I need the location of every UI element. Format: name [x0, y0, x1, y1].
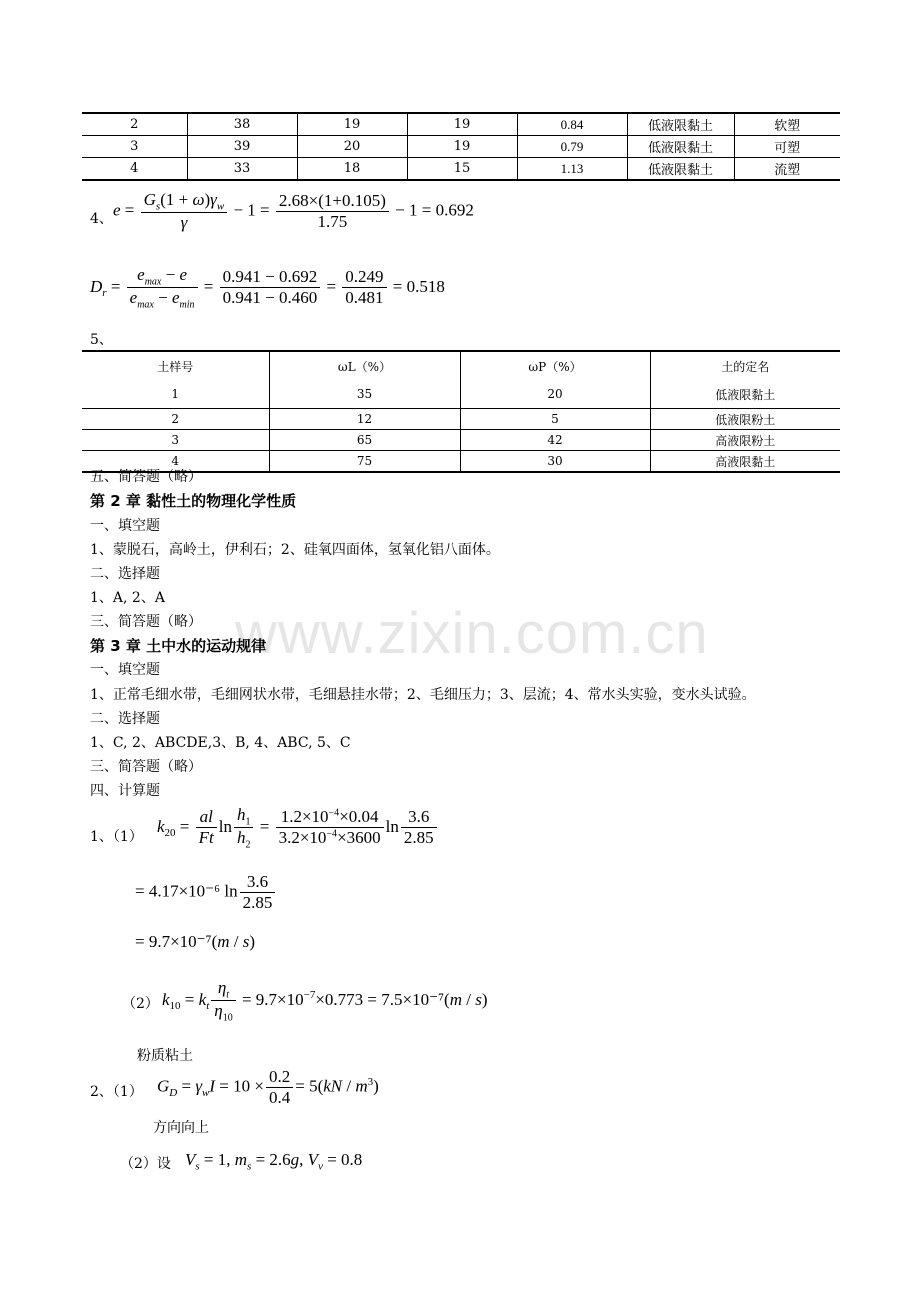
- table-cell: 高液限粉土: [650, 430, 840, 451]
- k20-value: 9.7×10⁻⁷: [148, 932, 212, 951]
- table-cell: 65: [269, 430, 460, 451]
- soil-consistency-table: [82, 112, 840, 181]
- ch3-answer-1: 1、正常毛细水带，毛细网状水带，毛细悬挂水带；2、毛细压力；3、层流；4、常水头实验，变水头试验。: [90, 687, 756, 703]
- table-row: [82, 430, 840, 451]
- chapter-3-title: 第 3 章 土中水的运动规律: [90, 637, 267, 655]
- soil-name-answer: 粉质粘土: [137, 1048, 193, 1064]
- table-cell: 3: [82, 136, 187, 158]
- ch3-section-3: 三、简答题（略）: [90, 759, 202, 775]
- k10-value: 7.5×10⁻⁷: [381, 989, 445, 1009]
- table-row: [82, 113, 840, 136]
- soil-classification-table: [82, 350, 840, 473]
- table-cell: 3: [82, 430, 269, 451]
- ch2-answer-2: 1、A, 2、A: [90, 590, 165, 606]
- ch2-section-3: 三、简答题（略）: [90, 614, 202, 630]
- table-cell: 低液限黏土: [627, 136, 734, 158]
- ch2-answer-1: 1、蒙脱石，高岭土，伊利石；2、硅氧四面体，氢氧化铝八面体。: [90, 542, 500, 558]
- table-cell: 低液限黏土: [627, 113, 734, 136]
- table-cell: 19: [407, 113, 517, 136]
- table-cell: 39: [187, 136, 297, 158]
- table-cell: 20: [297, 136, 407, 158]
- k10-equation: $k_{10} = k_t$ $\frac{\eta_t}{\eta_{10}}$ = $9.7\times 10^{-7}\times 0.773 = 7.5\times 10^{-7}(m / s)$: [162, 978, 488, 1024]
- table-row: [82, 136, 840, 158]
- relative-density-equation: $D_r$ = $\frac{e_{max} - e}{e_{max} - e_{min}}$ = $\frac{0.941 - 0.692}{0.941 - 0.460}$ = $\frac{0.249}{0.481}$ = 0.518: [90, 265, 445, 311]
- table-cell: 1: [171, 387, 180, 401]
- problem-1-label: 1、（1）: [90, 829, 143, 845]
- ch1-section-5: 五、简答题（略）: [90, 469, 202, 485]
- table-cell: 1.13: [517, 158, 627, 181]
- problem-2-label: 2、（1）: [90, 1084, 143, 1100]
- table-cell: 33: [187, 158, 297, 181]
- table-cell: 5: [460, 409, 650, 430]
- ch2-section-2: 二、选择题: [90, 566, 160, 582]
- seepage-force-equation: $G_D = \gamma_wI = 10$ × $\frac{0.2}{0.4}$ = $5(kN / m^3)$: [157, 1067, 379, 1107]
- table-cell: 75: [269, 451, 460, 473]
- ch2-section-1: 一、填空题: [90, 518, 160, 534]
- table-cell: 0.84: [517, 113, 627, 136]
- table-cell: 低液限黏土: [627, 158, 734, 181]
- table-cell: 2: [82, 409, 269, 430]
- header-soil-name: 土的定名: [650, 351, 840, 380]
- ch3-section-1: 一、填空题: [90, 662, 160, 678]
- void-ratio-equation: e = $\frac{G_s(1 + \omega)\gamma_w}{\gamma}$ − 1 = $\frac{2.68\times(1+0.105)}{1.75}$ − 1 = 0.692: [113, 190, 474, 233]
- table-cell: 低液限粉土: [650, 409, 840, 430]
- table-cell: 可塑: [734, 136, 840, 158]
- k20-intermediate: 4.17×10⁻⁶: [148, 881, 221, 901]
- table-cell: 0.79: [517, 136, 627, 158]
- table-cell: 4: [82, 451, 269, 473]
- ch3-answer-2: 1、C, 2、ABCDE,3、B, 4、ABC, 5、C: [90, 735, 351, 751]
- k20-equation: $k_{20}$ = $\frac{al}{Ft}$ ln $\frac{h_1}{h_2}$ = $\frac{1.2\times 10^{-4}\times 0.04}{3.2\times 10^{-4}\times 3600}$ ln $\frac{3.6}{2.85}$: [157, 805, 439, 851]
- direction-answer: 方向向上: [153, 1120, 209, 1136]
- k20-step-2: = 4.17×10⁻⁶ ln $\frac{3.6}{2.85}$: [135, 872, 277, 913]
- assumption-equation: $V_s = 1$, $m_s = 2.6g$, $V_v = 0.8$: [185, 1150, 363, 1173]
- header-plastic-limit: ωP（%）: [460, 351, 650, 380]
- table-row: [82, 380, 840, 409]
- table-cell: 19: [297, 113, 407, 136]
- table-cell: 15: [407, 158, 517, 181]
- q4-label: 4、: [90, 211, 113, 227]
- table-cell: 19: [407, 136, 517, 158]
- header-sample-no: 土样号: [157, 359, 194, 374]
- void-ratio-value: 0.692: [435, 200, 474, 220]
- table-cell: 流塑: [734, 158, 840, 181]
- ch3-section-2: 二、选择题: [90, 711, 160, 727]
- watermark: www.zixin.com.cn: [235, 601, 709, 666]
- table-cell: 18: [297, 158, 407, 181]
- table-cell: 2: [130, 117, 139, 132]
- header-liquid-limit: ωL（%）: [269, 351, 460, 380]
- table-cell: 软塑: [734, 113, 840, 136]
- table-cell: 35: [269, 380, 460, 409]
- problem-1-part-2-label: （2）: [122, 996, 159, 1012]
- table-cell: 12: [269, 409, 460, 430]
- table-row: [82, 158, 840, 181]
- ch3-section-4: 四、计算题: [90, 783, 160, 799]
- table-cell: 38: [187, 113, 297, 136]
- seepage-force-value: 5: [309, 1076, 318, 1096]
- problem-2-part-2-label: （2）设: [120, 1156, 171, 1172]
- relative-density-value: 0.518: [406, 276, 445, 296]
- table-cell: 20: [460, 380, 650, 409]
- table-cell: 低液限黏土: [650, 380, 840, 409]
- table-cell: 42: [460, 430, 650, 451]
- chapter-2-title: 第 2 章 黏性土的物理化学性质: [90, 492, 297, 510]
- table-cell: 高液限黏土: [650, 451, 840, 473]
- table-cell: 4: [82, 158, 187, 181]
- table-cell: 30: [460, 451, 650, 473]
- k20-result: = 9.7×10⁻⁷(m / s): [135, 932, 256, 951]
- table-row: [82, 409, 840, 430]
- table-header-row: [82, 351, 840, 380]
- q5-label: 5、: [90, 332, 113, 348]
